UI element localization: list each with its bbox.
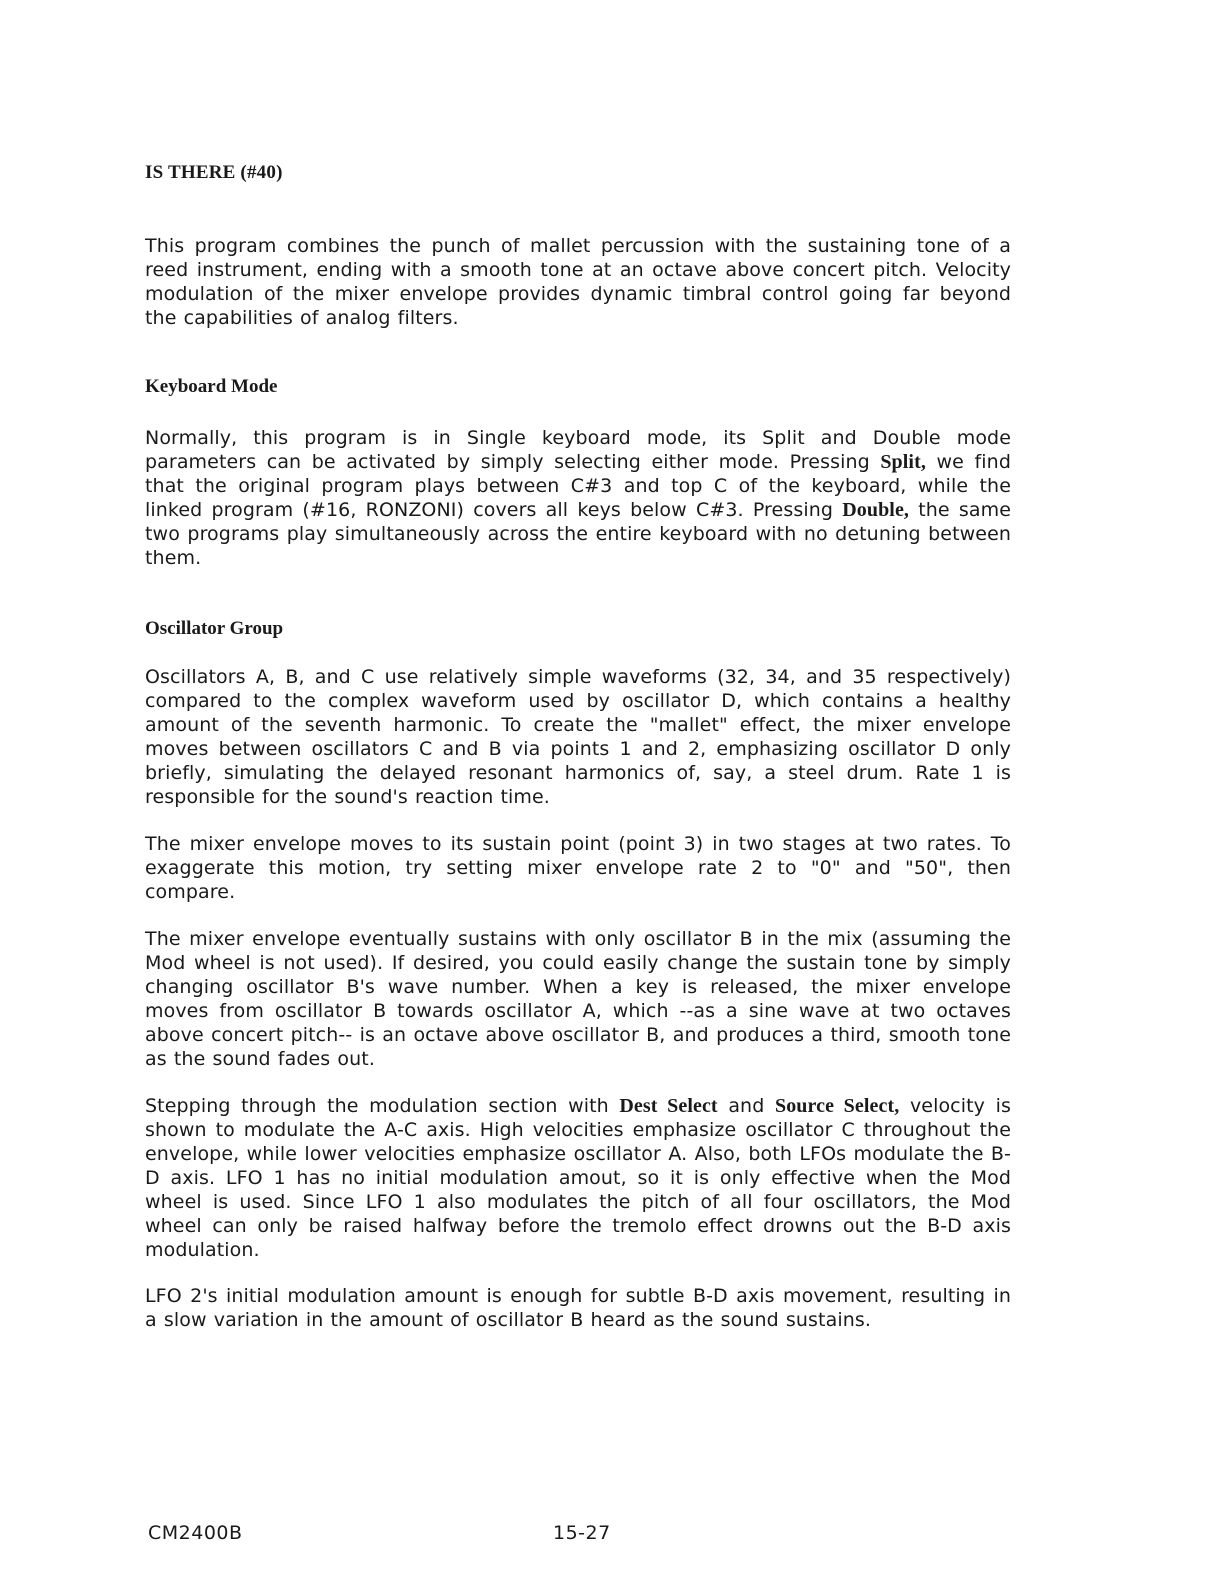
text-run: we find that the original program plays between C#3 and top C of the keyboard, while the linked program (#16, RONZONI) covers all keys below C#3. Pressing: [145, 451, 1011, 521]
keyboard-mode-paragraph: [145, 426, 1011, 570]
split-keyword: Split,: [880, 451, 926, 473]
text-run: velocity is shown to modulate the A-C axis. High velocities emphasize oscillator C throughout the envelope, while lower velocities emphasize oscillator A. Also, both LFOs modulate the B-D axis. LFO 1 has no initial modulation amout, so it is only effective when the Mod wheel is used. Since LFO 1 also modulates the pitch of all four oscillators, the Mod wheel can only be raised halfway before the tremolo effect drowns out the B-D axis modulation.: [145, 1095, 1011, 1261]
text-run: and: [717, 1095, 775, 1117]
double-keyword: Double,: [842, 499, 910, 521]
text-run: the same two programs play simultaneously across the entire keyboard with no detuning between them.: [145, 499, 1011, 569]
text-run: Stepping through the modulation section with: [145, 1095, 620, 1117]
page-number: 15-27: [553, 1522, 611, 1544]
page-title: IS THERE (#40): [145, 162, 283, 183]
text-run: Normally, this program is in Single keyboard mode, its Split and Double mode parameters can be activated by simply selecting either mode. Pressing: [145, 427, 1011, 473]
oscillator-paragraph-3: The mixer envelope eventually sustains with only oscillator B in the mix (assuming the Mod wheel is not used). If desired, you could easily change the sustain tone by simply changing oscillator B's wave number. When a key is released, the mixer envelope moves from oscillator B towards oscillator A, which --as a sine wave at two octaves above concert pitch-- is an octave above oscillator B, and produces a third, smooth tone as the sound fades out.: [145, 928, 1011, 1070]
oscillator-paragraph-5: LFO 2's initial modulation amount is enough for subtle B-D axis movement, resulting in a slow variation in the amount of oscillator B heard as the sound sustains.: [145, 1285, 1011, 1331]
document-code: CM2400B: [148, 1522, 243, 1544]
oscillator-group-heading: Oscillator Group: [145, 618, 284, 639]
oscillator-paragraph-4: [145, 1094, 1011, 1262]
dest-select-keyword: Dest Select: [619, 1095, 718, 1117]
oscillator-paragraph-2: The mixer envelope moves to its sustain point (point 3) in two stages at two rates. To exaggerate this motion, try setting mixer envelope rate 2 to "0" and "50", then compare.: [145, 833, 1011, 903]
intro-paragraph: This program combines the punch of mallet percussion with the sustaining tone of a reed instrument, ending with a smooth tone at an octave above concert pitch. Velocity modulation of the mixer envelope provides dynamic timbral control going far beyond the capabilities of analog filters.: [145, 235, 1011, 329]
oscillator-paragraph-1: Oscillators A, B, and C use relatively simple waveforms (32, 34, and 35 respectively) compared to the complex waveform used by oscillator D, which contains a healthy amount of the seventh harmonic. To create the "mallet" effect, the mixer envelope moves between oscillators C and B via points 1 and 2, emphasizing oscillator D only briefly, simulating the delayed resonant harmonics of, say, a steel drum. Rate 1 is responsible for the sound's reaction time.: [145, 666, 1011, 808]
source-select-keyword: Source Select,: [774, 1095, 900, 1117]
keyboard-mode-heading: Keyboard Mode: [145, 376, 278, 397]
